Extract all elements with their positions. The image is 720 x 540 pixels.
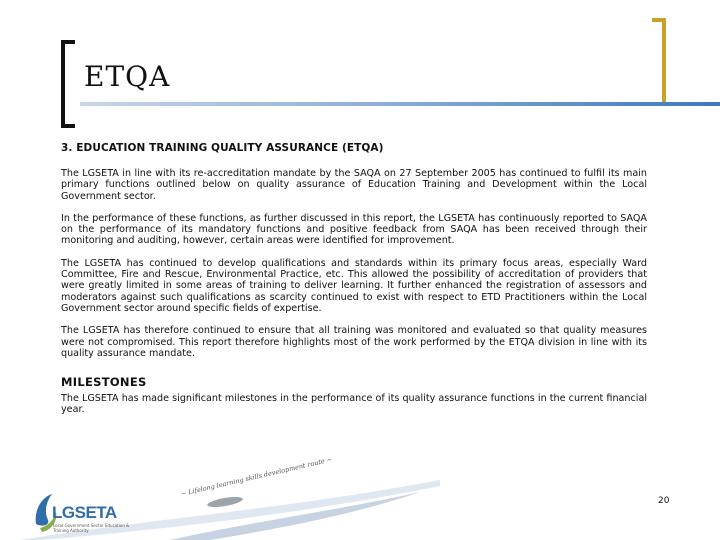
title-underline-gradient (80, 102, 720, 106)
paragraph-1: The LGSETA in line with its re-accreditation mandate by the SAQA on 27 September 2005 has continued to fulfil its main primary functions outlined below on quality assurance of Education Training and Development within the Local Government sector. (61, 168, 647, 202)
paragraph-4: The LGSETA has therefore continued to ensure that all training was monitored and evaluated so that quality measures were not compromised. This report therefore highlights most of the work performed by the ETQA division in line with its quality assurance mandate. (61, 325, 647, 359)
paragraph-2: In the performance of these functions, as further discussed in this report, the LGSETA has continuously reported to SAQA on the performance of its mandatory functions and positive feedback from SAQA has been received through their monitoring and auditing, however, certain areas were identified for improvement. (61, 212, 647, 247)
swoosh-shadow-shape (207, 495, 244, 509)
milestones-paragraph: The LGSETA has made significant milestones in the performance of its quality assurance functions in the current financial year. (61, 393, 647, 416)
slide-title: ETQA (84, 60, 171, 93)
logo-swirl-blue (36, 494, 52, 526)
footer-tagline: ~ Lifelong learning skills development route ~ (180, 455, 333, 498)
left-bracket-decoration (61, 40, 75, 128)
milestones-heading: MILESTONES (61, 375, 147, 390)
logo-wordmark: LGSETA (52, 503, 117, 522)
right-bracket-decoration (652, 18, 666, 106)
paragraph-3: The LGSETA has continued to develop qualifications and standards within its primary focus areas, especially Ward Committee, Fire and Rescue, Environmental Practice, etc. This allowed the possibility of accreditation of providers that were greatly limited in some areas of training to deliver learning. It further enhanced the registration of assessors and moderators against such qualifications as scarcity continued to exist with respect to ETD Practitioners within the Local Government sector around specific fields of expertise. (61, 257, 647, 314)
logo-subtext: Local Government Sector Education & Training Authority (53, 523, 130, 533)
page-number: 20 (658, 496, 670, 506)
section-heading: 3. EDUCATION TRAINING QUALITY ASSURANCE (ETQA) (61, 142, 384, 154)
slide-content (61, 142, 647, 427)
